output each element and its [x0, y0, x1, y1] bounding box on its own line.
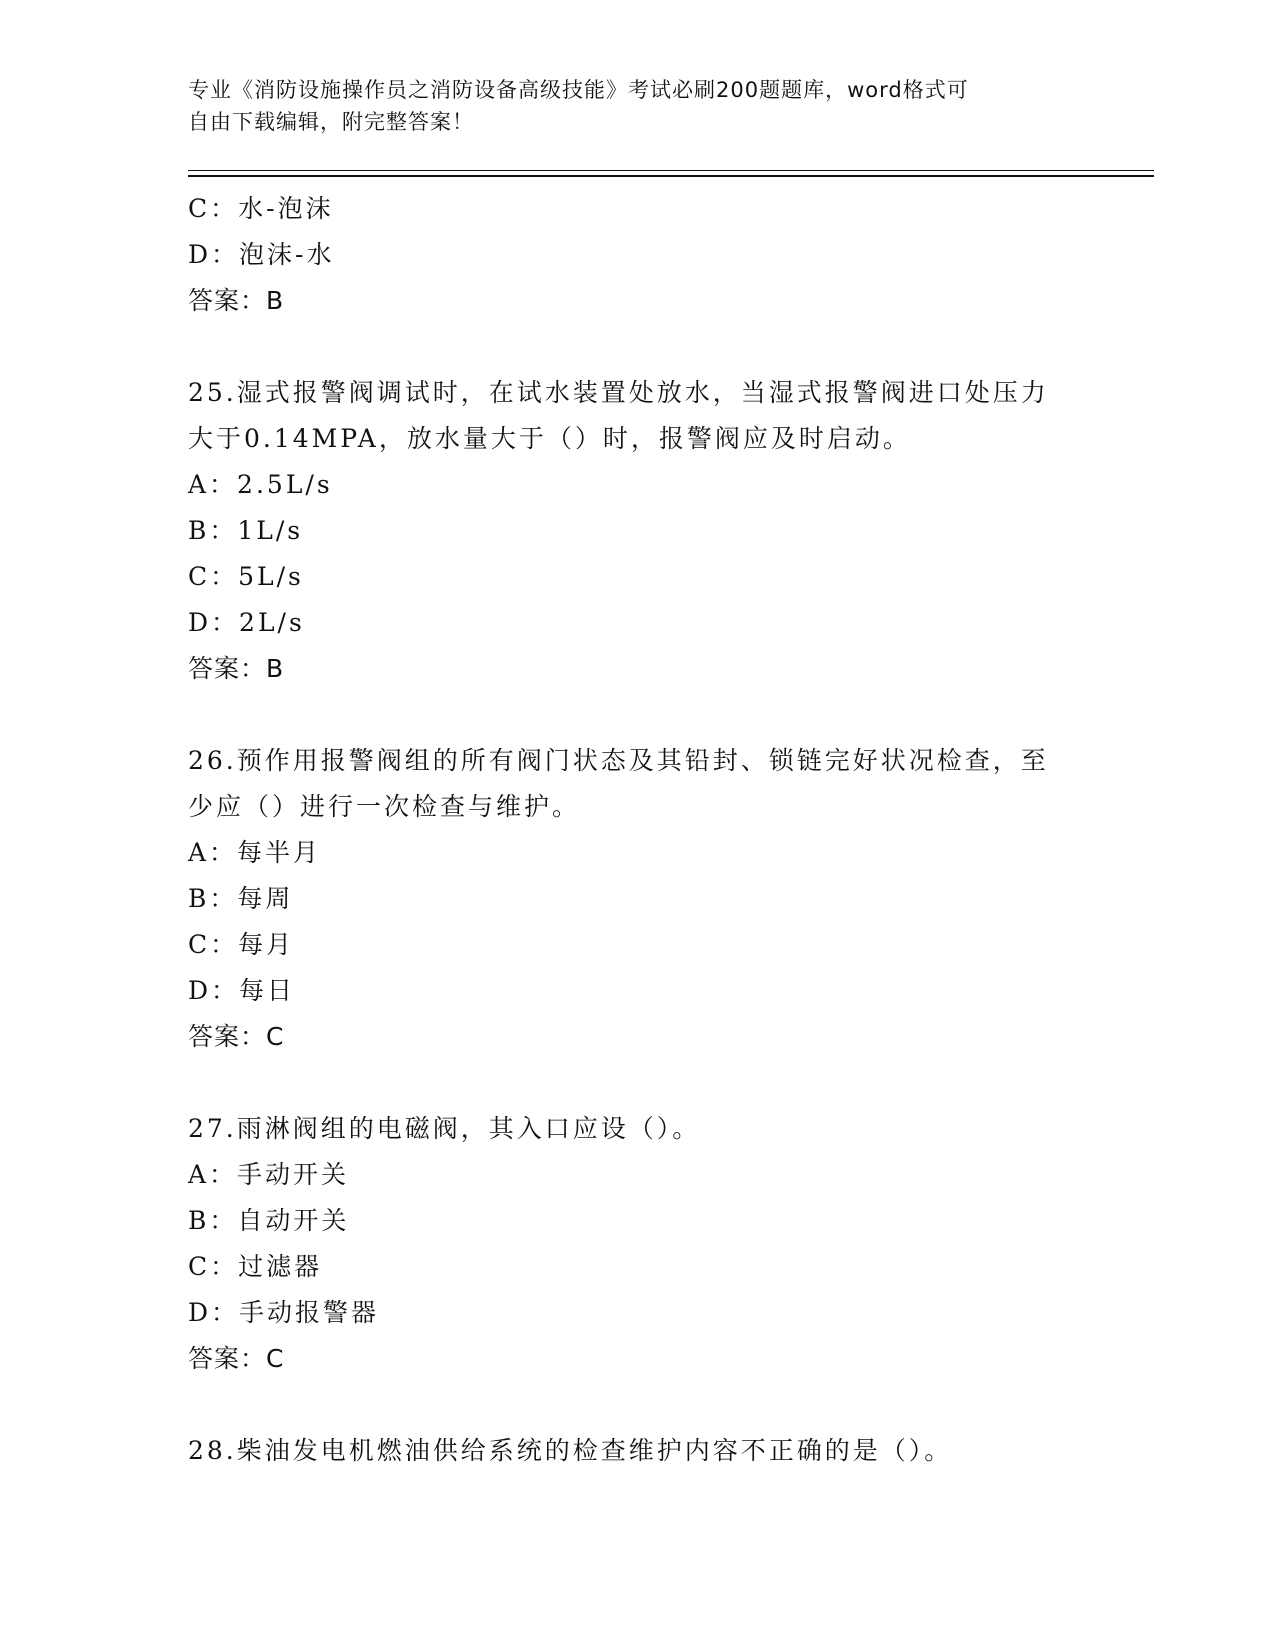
- answer-line: 答案：C: [188, 1022, 285, 1051]
- header-divider-thin: [188, 170, 1154, 171]
- question-27: [188, 1106, 1088, 1382]
- option-b: B：自动开关: [188, 1206, 350, 1235]
- answer-line: 答案：B: [188, 654, 285, 683]
- answer-line: 答案：C: [188, 1344, 285, 1373]
- question-stem-line-1: 27.雨淋阀组的电磁阀，其入口应设（）。: [188, 1114, 701, 1143]
- question-stem: [188, 1106, 1088, 1152]
- option-c: C：每月: [188, 930, 295, 959]
- question-stem: [188, 370, 1088, 462]
- header-divider-thick: [188, 175, 1154, 177]
- question-stem-line-2: 少应（）进行一次检查与维护。: [188, 792, 581, 821]
- question-26: [188, 738, 1088, 1060]
- question-25: [188, 370, 1088, 692]
- question-list: [188, 186, 1088, 1474]
- header-line-1: 专业《消防设施操作员之消防设备高级技能》考试必刷200题题库，word格式可: [188, 78, 969, 102]
- question-stem-line-1: 26.预作用报警阀组的所有阀门状态及其铅封、锁链完好状况检查，至: [188, 746, 1049, 775]
- question-stem: [188, 1428, 1088, 1474]
- option-d: D：2L/s: [188, 608, 305, 637]
- option-d: D：每日: [188, 976, 296, 1005]
- option-d: D：泡沫-水: [188, 240, 335, 269]
- option-c: C：水-泡沫: [188, 194, 334, 223]
- option-d: D：手动报警器: [188, 1298, 380, 1327]
- question-28: [188, 1428, 1088, 1474]
- header-line-2: 自由下载编辑，附完整答案！: [188, 110, 474, 134]
- question-stem-line-1: 28.柴油发电机燃油供给系统的检查维护内容不正确的是（）。: [188, 1436, 953, 1465]
- option-b: B：每周: [188, 884, 294, 913]
- option-a: A：手动开关: [188, 1160, 350, 1189]
- option-a: A：每半月: [188, 838, 322, 867]
- option-c: C：过滤器: [188, 1252, 323, 1281]
- option-c: C：5L/s: [188, 562, 304, 591]
- question-stem-line-1: 25.湿式报警阀调试时，在试水装置处放水，当湿式报警阀进口处压力: [188, 378, 1049, 407]
- answer-line: 答案：B: [188, 286, 285, 315]
- previous-question-tail: [188, 186, 1088, 324]
- option-a: A：2.5L/s: [188, 470, 333, 499]
- question-stem-line-2: 大于0.14MPA，放水量大于（）时，报警阀应及时启动。: [188, 424, 911, 453]
- question-stem: [188, 738, 1088, 830]
- document-header: [188, 74, 1068, 138]
- option-b: B：1L/s: [188, 516, 304, 545]
